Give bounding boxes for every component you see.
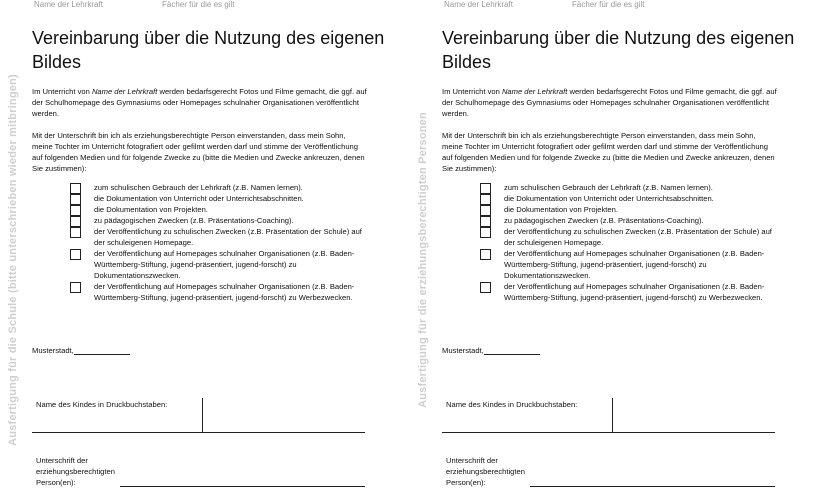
option-label: der Veröffentlichung zu schulischen Zwecken (z.B. Präsentation der Schule) auf der schuleigenen Homepage. [94, 227, 362, 247]
option-checkbox[interactable] [480, 282, 491, 293]
option-label: der Veröffentlichung auf Homepages schulnaher Organisationen (z.B. Baden-Württemberg-Stiftung, jugend-präsentiert, jugend-forscht) zu Werbezwecken. [504, 282, 765, 302]
consent-option [480, 215, 780, 226]
child-name-label: Name des Kindes in Druckbuchstaben: [446, 400, 578, 409]
document-page-parent-copy [410, 0, 820, 488]
copy-designation-label: Ausfertigung für die erziehungsberechtigten Personen [417, 112, 429, 408]
place-label: Musterstadt, [32, 346, 74, 355]
consent-options-list [480, 182, 780, 303]
child-name-table [442, 398, 775, 433]
teacher-name-placeholder: Name der Lehrkraft [444, 0, 513, 9]
consent-option [70, 226, 370, 248]
consent-options-list [70, 182, 370, 303]
teacher-name-inline: Name der Lehrkraft [91, 87, 158, 96]
consent-option [70, 281, 370, 303]
option-label: zu pädagogischen Zwecken (z.B. Präsentations-Coaching). [504, 216, 704, 225]
place-label: Musterstadt, [442, 346, 484, 355]
copy-designation-label: Ausfertigung für die Schule (bitte unterschrieben wieder mitbringen) [7, 74, 19, 446]
document-title: Vereinbarung über die Nutzung des eigenen Bildes [32, 28, 385, 72]
date-line[interactable] [74, 346, 130, 355]
child-name-divider [202, 398, 203, 432]
option-label: zum schulischen Gebrauch der Lehrkraft (z.B. Namen lernen). [504, 183, 713, 192]
option-label: zu pädagogischen Zwecken (z.B. Präsentations-Coaching). [94, 216, 294, 225]
option-label: der Veröffentlichung zu schulischen Zwecken (z.B. Präsentation der Schule) auf der schuleigenen Homepage. [504, 227, 772, 247]
consent-option [480, 248, 780, 281]
option-label: der Veröffentlichung auf Homepages schulnaher Organisationen (z.B. Baden-Württemberg-Stiftung, jugend-präsentiert, jugend-forscht) zu Dokumentationszwecken. [504, 249, 765, 280]
option-checkbox[interactable] [70, 282, 81, 293]
option-label: die Dokumentation von Unterricht oder Unterrichtsabschnitten. [504, 194, 714, 203]
consent-option [480, 226, 780, 248]
intro-paragraph: Im Unterricht von Name der Lehrkraft werden bedarfsgerecht Fotos und Filme gemacht, die ggf. auf der Schulhomepage des Gymnasiums oder Homepages schulnaher Organisationen veröffentlicht werden. [442, 87, 777, 118]
page-header [34, 0, 235, 9]
option-label: der Veröffentlichung auf Homepages schulnaher Organisationen (z.B. Baden-Württemberg-Stiftung, jugend-präsentiert, jugend-forscht) zu Werbezwecken. [94, 282, 355, 302]
option-label: die Dokumentation von Projekten. [504, 205, 618, 214]
child-name-label: Name des Kindes in Druckbuchstaben: [36, 400, 168, 409]
signature-label: Unterschrift der erziehungsberechtigten Person(en): [446, 456, 525, 487]
intro-paragraph: Im Unterricht von Name der Lehrkraft werden bedarfsgerecht Fotos und Filme gemacht, die ggf. auf der Schulhomepage des Gymnasiums oder Homepages schulnaher Organisationen veröffentlicht werden. [32, 87, 367, 118]
option-label: der Veröffentlichung auf Homepages schulnaher Organisationen (z.B. Baden-Württemberg-Stiftung, jugend-präsentiert, jugend-forscht) zu Dokumentationszwecken. [94, 249, 355, 280]
option-checkbox[interactable] [480, 249, 491, 260]
option-checkbox[interactable] [70, 227, 81, 238]
consent-option [480, 204, 780, 215]
option-label: die Dokumentation von Projekten. [94, 205, 208, 214]
consent-option [480, 281, 780, 303]
date-line[interactable] [484, 346, 540, 355]
place-date-field [442, 346, 540, 355]
option-label: die Dokumentation von Unterricht oder Unterrichtsabschnitten. [94, 194, 304, 203]
consent-option [70, 204, 370, 215]
option-checkbox[interactable] [480, 227, 491, 238]
consent-option [480, 193, 780, 204]
document-title: Vereinbarung über die Nutzung des eigenen Bildes [442, 28, 795, 72]
subjects-placeholder: Fächer für die es gilt [162, 0, 235, 9]
option-label: zum schulischen Gebrauch der Lehrkraft (z.B. Namen lernen). [94, 183, 303, 192]
child-name-table [32, 398, 365, 433]
consent-option [70, 193, 370, 204]
signature-label: Unterschrift der erziehungsberechtigten Person(en): [36, 456, 115, 487]
consent-option [70, 248, 370, 281]
child-name-divider [612, 398, 613, 432]
signature-line[interactable] [530, 486, 775, 487]
consent-option [480, 182, 780, 193]
consent-paragraph: Mit der Unterschrift bin ich als erziehungsberechtigte Person einverstanden, dass mein Sohn, meine Tochter im Unterricht fotografiert oder gefilmt werden darf und stimme der Veröffentlichung auf folgenden Medien und für folgende Zwecke zu (bitte die Medien und Zwecke ankreuzen, denen Sie zustimmen): [32, 131, 365, 173]
teacher-name-placeholder: Name der Lehrkraft [34, 0, 103, 9]
page-header [444, 0, 645, 9]
consent-option [70, 182, 370, 193]
signature-line[interactable] [120, 486, 365, 487]
teacher-name-inline: Name der Lehrkraft [501, 87, 568, 96]
place-date-field [32, 346, 130, 355]
option-checkbox[interactable] [70, 249, 81, 260]
consent-option [70, 215, 370, 226]
consent-paragraph: Mit der Unterschrift bin ich als erziehungsberechtigte Person einverstanden, dass mein Sohn, meine Tochter im Unterricht fotografiert oder gefilmt werden darf und stimme der Veröffentlichung auf folgenden Medien und für folgende Zwecke zu (bitte die Medien und Zwecke ankreuzen, denen Sie zustimmen): [442, 131, 775, 173]
subjects-placeholder: Fächer für die es gilt [572, 0, 645, 9]
